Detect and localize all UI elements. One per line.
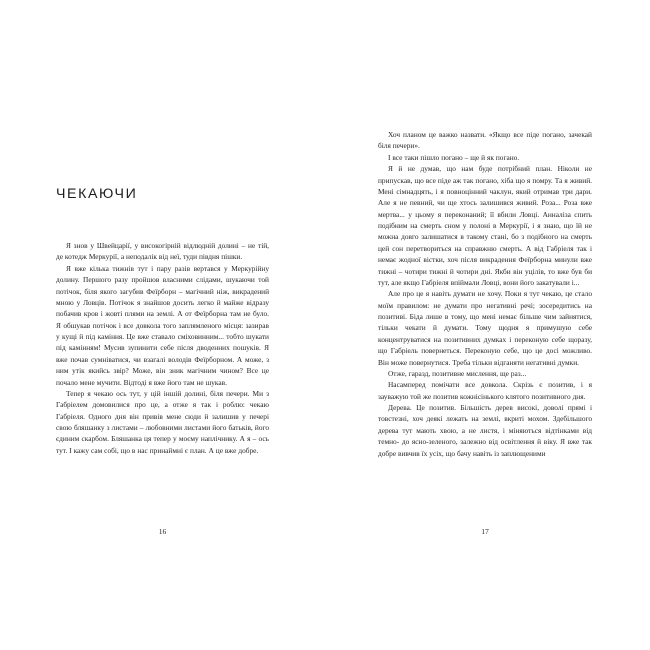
paragraph: Хоч планом це важко назвати. «Якщо все піде погано, зачекай біля печери». [378,130,592,151]
page-right [325,0,650,650]
paragraph: І все таки пішло погано – ще й як погано. [388,152,520,162]
page-number-right: 17 [481,527,489,536]
chapter-title: ЧЕКАЮЧИ [56,185,138,202]
paragraph: Насамперед помічати все довкола. Скрізь є позитив, і я зауважую той же позитив кожнісінького клятого позитивного дня. [378,380,592,401]
paragraph: Я й не думав, що нам буде потрібний план. Ніколи не припускав, що все піде аж так погано, хіба що я помру. Та я живий. Мені сімнадцять, і я повноцінний чаклун, який отримав три дари. Але я не певний, чи ще хтось залишився живий. Роза... Роза вже мертва... у цьому я переконаний; її вбили Ловці. Анналіза спить подібним на смерть сном у полоні в Меркурії, і я знаю, що їй не можна довго залишатися в такому стані, бо з подібного на смерть цей сон перетвориться на справжню смерть. А від Габріеля так і немає жодної вістки, хоч після викрадення Феїрборна минули вже тижні – чотири тижні й чотири дні. Якби він уцілів, то вже був би тут, але якщо Габріеля впіймали Ловці, вони його закатували і... [378,164,592,287]
paragraph: Я вже кілька тижнів тут і пару разів вертався у Меркурійну долину. Першого разу пройшов власними слідами, шукаючи той потічок, біля якого загубив Феїрборн – магічний ніж, викрадений мною у Ловців. Потічок я знайшов досить легко й майже відразу побачив кров і жовті плями на землі. А от Феїрборна там не було. Я обшукав потічок і все довкола того заплямленого місця: зазирав у кущі й під каміння. Це вже ставало сміховинним... тобто шукати під камінням! Мусив зупинити себе після дводенних пошуків. Я вже почав сумніватися, чи взагалі володів Феїрборном. А може, з ним утік якийсь звір? Може, він зник магічним чином? Все це почало мене мучити. Відтоді я вже його там не шукав. [56,263,269,387]
left-page-text-column [56,240,269,456]
right-page-text-column [378,129,592,459]
paragraph: Отже, гаразд, позитивне мислення, ще раз... [388,368,527,378]
page-number-left: 16 [158,527,167,536]
paragraph: Я знов у Швейцарії, у високогірній відлюдній долині – не тій, де котедж Меркурії, а неподалік від неї, туди півдня пішки. [56,241,269,262]
paragraph: Тепер я чекаю ось тут, у цій іншій долині, біля печери. Ми з Габріелем домовилися про це, а отже я так і роблю: чекаю Габріеля. Одного дня він привів мене сюди й залишив у печері свою бляшанку з листами – любовними листами його батьків, його єдиним скарбом. Бляшанка ця тепер у моєму наплічнику. А я – ось тут. І кажу сам собі, що в нас принаймні є план. А це вже добре. [56,388,269,455]
paragraph: Дерева. Це позитив. Більшість дерев високі, доволі прямі і товстезні, хоч деякі лежать на землі, вкриті мохом. Здебільшого дерева тут мають хвою, а не листя, і міняються відтінками від темно- до ясно-зеленого, залежно від освітлення й віку. Я вже так добре вивчив їх усіх, що бачу навіть із заплющеними [378,403,592,458]
paragraph: Але про це я навіть думати не хочу. Поки я тут чекаю, це стало моїм правилом: не думати про негативні речі; зосередитись на позитиві. Біда лише в тому, що мені немає більше чим зайнятися, тільки чекати й думати. Тому щодня я примушую себе концентруватися на позитивних думках і переконую себе щоразу, що Габріель повернеться. Переконую себе, що це досі можливо. Він може повернутися. Треба тільки відганяти негативні думки. [378,289,592,367]
